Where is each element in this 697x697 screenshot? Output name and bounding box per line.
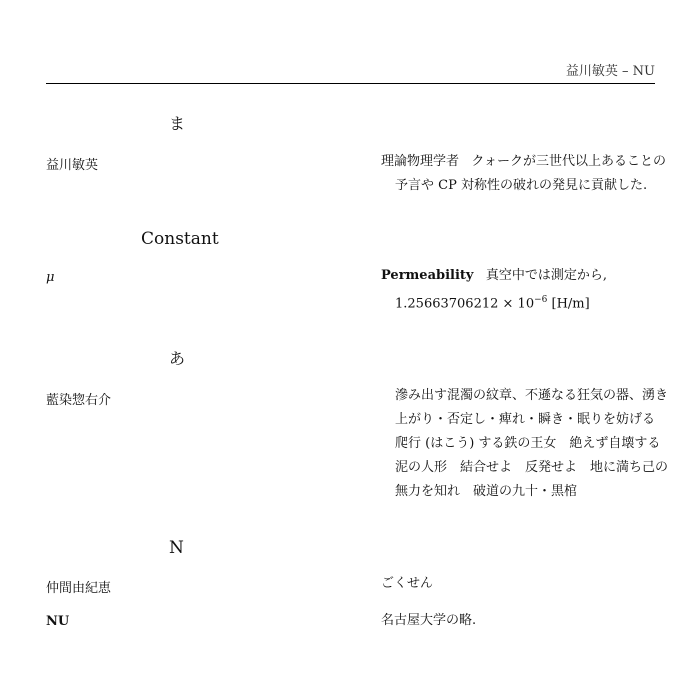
definition-text: 泥の人形 結合せよ 反発せよ 地に満ち己の <box>395 460 669 475</box>
definition-text: 名古屋大学の略. <box>381 613 477 628</box>
glossary-term: μ <box>46 270 55 285</box>
header-rule <box>46 83 655 84</box>
definition-lead: 理論物理学者 <box>381 154 460 169</box>
definition-value: 1.25663706212 × 10 <box>395 296 535 312</box>
running-header: 益川敏英 – NU <box>565 64 655 79</box>
definition-lead: Permeability <box>381 268 474 283</box>
glossary-definition <box>381 384 669 504</box>
section-heading-constant: Constant <box>141 229 219 249</box>
definition-text: 無力を知れ 破道の九十・黒棺 <box>395 484 578 499</box>
glossary-definition <box>381 150 667 198</box>
glossary-term: 益川敏英 <box>46 158 99 173</box>
glossary-definition <box>381 609 658 633</box>
definition-text: ごくせん <box>381 576 434 591</box>
definition-text: クォークが三世代以上あることの <box>471 154 667 169</box>
section-heading-a: あ <box>169 349 186 368</box>
glossary-definition <box>381 264 658 316</box>
definition-unit: [H/m] <box>547 296 590 312</box>
definition-text: 爬行 (はこう) する鉄の王女 絶えず自壊する <box>395 436 661 451</box>
definition-text: 滲み出す混濁の紋章、不遜なる狂気の器、湧き <box>395 388 669 403</box>
glossary-term: 藍染惣右介 <box>46 393 112 408</box>
section-heading-ma: ま <box>169 114 186 133</box>
definition-text: 真空中では測定から, <box>485 268 608 283</box>
glossary-term: 仲間由紀恵 <box>46 581 112 596</box>
glossary-definition <box>381 572 658 596</box>
definition-text: 上がり・否定し・痺れ・瞬き・眠りを妨げる <box>395 412 656 427</box>
definition-text: 予言や CP 対称性の破れの発見に貢献した. <box>395 178 648 193</box>
section-heading-n: N <box>169 538 184 558</box>
glossary-term: NU <box>46 614 70 629</box>
definition-exponent: −6 <box>534 295 548 305</box>
